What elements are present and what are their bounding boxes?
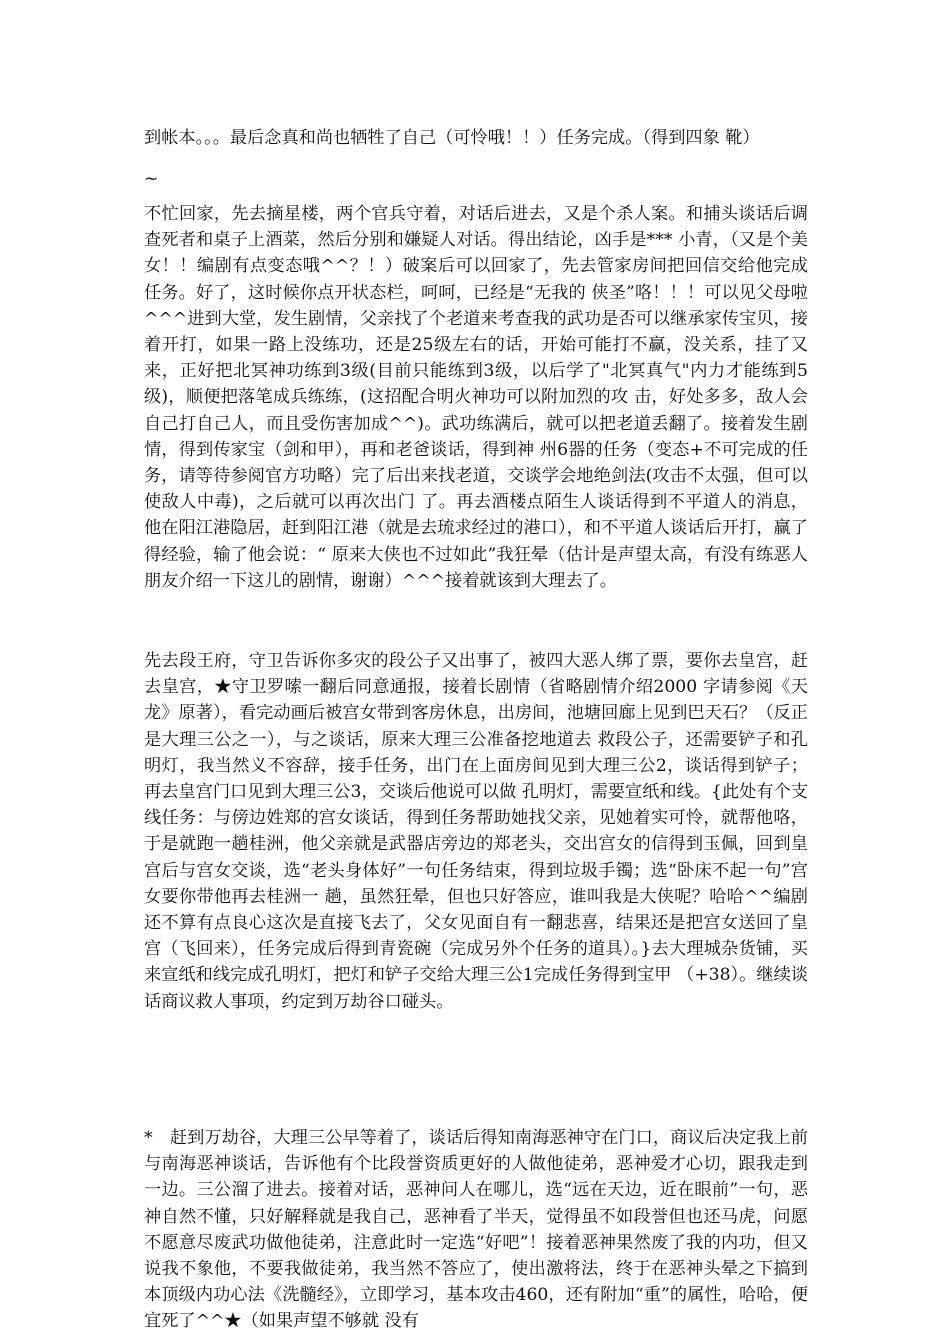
paragraph-2: ~ <box>144 169 159 189</box>
paragraph-5: * 赶到万劫谷，大理三公早等着了，谈话后得知南海恶神守在门口，商议后决定我上前与南海恶神谈话，告诉他有个比段誉资质更好的人做他徒弟，恶神爱才心切，跟我走到一边。三公溜了进去。接着对话，恶神问人在哪儿，选“远在天边，近在眼前”一句，恶神自然不懂，只好解释就是我自己，恶神看了半天，觉得虽不如段誉但也还马虎，问愿不愿意尽废武功做他徒弟，注意此时一定选“好吧”！接着恶神果然废了我的内功，但又说我不象他，不要我做徒弟，我当然不答应了，使出激将法，终于在恶神头晕之下搞到本顶级内功心法《洗髓经》，立即学习，基本攻击460，还有附加“重”的属性，哈哈，便宜死了^^★（如果声望不够就 没有 <box>144 1128 808 1332</box>
paragraph-3: 不忙回家，先去摘星楼，两个官兵守着，对话后进去，又是个杀人案。和捕头谈话后调查死者和桌子上酒菜，然后分别和嫌疑人对话。得出结论，凶手是*** 小青，（又是个美女！！编剧有点变态哦^^？！）破案后可以回家了，先去管家房间把回信交给他完成任务。好了，这时候你点开状态栏，呵呵，已经是“无我的 侠圣”咯！！！可以见父母啦^^^进到大堂，发生剧情，父亲找了个老道来考查我的武功是否可以继承家传宝贝，接着开打，如果一路上没练功，还是25级左右的话，开始可能打不赢，没关系，挂了又来，正好把北冥神功练到3级(目前只能练到3级，以后学了"北冥真气"内力才能练到5级)，顺便把落笔成兵练练，(这招配合明火神功可以附加烈的攻 击，好处多多，敌人会自己打自己人，而且受伤害加成^^)。武功练满后，就可以把老道丢翻了。接着发生剧情，得到传家宝（剑和甲），再和老爸谈话，得到神 州6器的任务（变态+不可完成的任务，请等待参阅官方功略）完了后出来找老道，交谈学会地绝剑法(攻击不太强，但可以使敌人中毒)，之后就可以再次出门 了。再去酒楼点陌生人谈话得到不平道人的消息，他在阳江港隐居，赶到阳江港（就是去琉求经过的港口），和不平道人谈话后开打，赢了得经验，输了他会说：“ 原来大侠也不过如此”我狂晕（估计是声望太高，有没有练恶人朋友介绍一下这儿的剧情，谢谢）^^^接着就该到大理去了。 <box>144 204 808 591</box>
paragraph-4: 先去段王府，守卫告诉你多灾的段公子又出事了，被四大恶人绑了票，要你去皇宫，赶去皇宫，★守卫罗嗦一翻后同意通报，接着长剧情（省略剧情介绍2000 字请参阅《天龙》原著），看完动画后被宫女带到客房休息，出房间，池塘回廊上见到巴天石？（反正是大理三公之一），与之谈话，原来大理三公准备挖地道去 救段公子，还需要铲子和孔明灯，我当然义不容辞，接手任务，出门在上面房间见到大理三公2，谈话得到铲子；再去皇宫门口见到大理三公3，交谈后他说可以做 孔明灯，需要宣纸和线。{此处有个支线任务：与傍边姓郑的宫女谈话，得到任务帮助她找父亲，见她着实可怜，就帮他咯，于是就跑一趟桂洲，他父亲就是武器店旁边的郑老头，交出宫女的信得到玉佩，回到皇宫后与宫女交谈，选“老头身体好”一句任务结束，得到垃圾手镯；选“卧床不起一句”宫女要你带他再去桂洲一 趟，虽然狂晕，但也只好答应，谁叫我是大侠呢？哈哈^^编剧还不算有点良心这次是直接飞去了，父女见面自有一翻悲喜，结果还是把宫女送回了皇宫（飞回来），任务完成后得到青瓷碗（完成另外个任务的道具）。}去大理城杂货铺，买来宣纸和线完成孔明灯，把灯和铲子交给大理三公1完成任务得到宝甲 （+38）。继续谈话商议救人事项，约定到万劫谷口碰头。 <box>144 651 808 1012</box>
paragraph-1: 到帐本。。。最后念真和尚也牺牲了自己（可怜哦！！）任务完成。（得到四象 靴） <box>144 128 760 148</box>
